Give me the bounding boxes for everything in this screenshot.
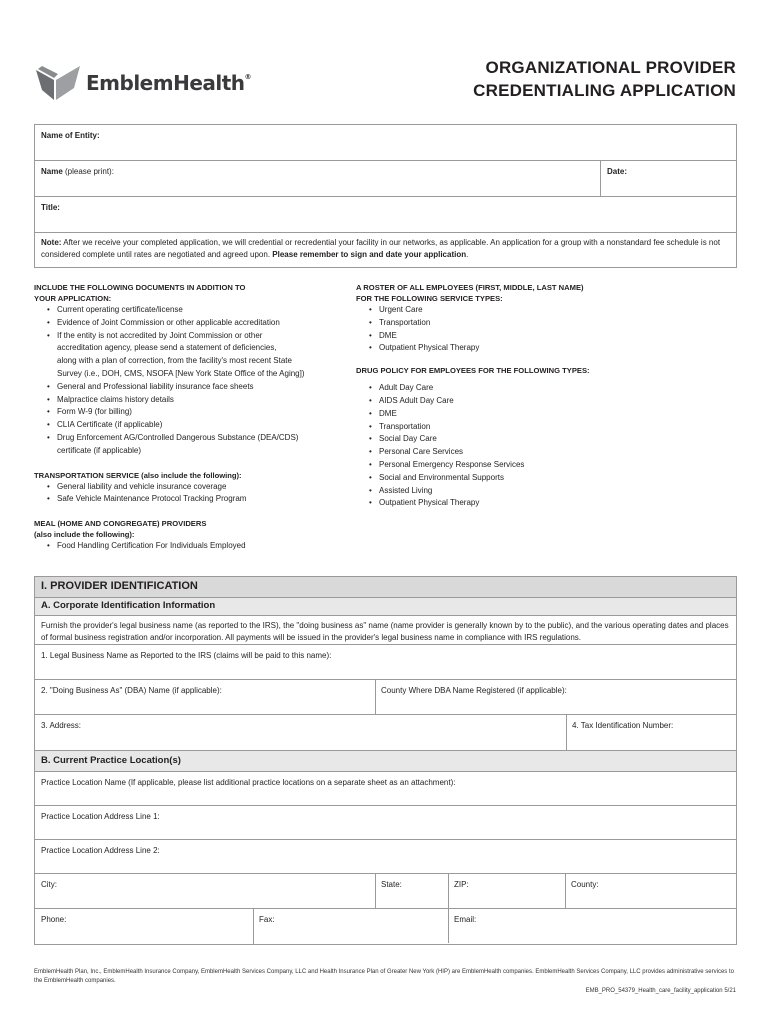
drug-policy-heading: DRUG POLICY FOR EMPLOYEES FOR THE FOLLOWING TYPES:	[356, 366, 590, 376]
list-item: certificate (if applicable)	[57, 445, 142, 455]
roster-list	[356, 304, 736, 355]
email-field[interactable]: Email:	[448, 908, 736, 944]
corporate-identification-heading: A. Corporate Identification Information	[35, 597, 736, 615]
drug-policy-list	[356, 382, 736, 510]
list-item: • Transportation	[356, 317, 736, 330]
logo-text: EmblemHealth®	[86, 71, 252, 95]
documents-heading: INCLUDE THE FOLLOWING DOCUMENTS IN ADDITION TO YOUR APPLICATION:	[34, 283, 246, 303]
list-item: • DME	[356, 330, 736, 343]
county-field[interactable]: County:	[565, 873, 736, 908]
provider-identification-section	[34, 576, 737, 945]
list-item: • General liability and vehicle insurance coverage	[34, 481, 354, 494]
emblemhealth-logo	[36, 66, 251, 100]
transport-list	[34, 481, 354, 507]
date-field[interactable]: Date:	[600, 160, 737, 197]
list-item: • AIDS Adult Day Care	[356, 395, 736, 408]
form-code: EMB_PRO_54379_Health_care_facility_application 5/21	[585, 988, 736, 994]
list-item: • Safe Vehicle Maintenance Protocol Tracking Program	[34, 493, 354, 506]
list-item: Survey (i.e., DOH, CMS, NSOFA [New York State Office of the Aging])	[57, 368, 305, 378]
practice-address-line1-field[interactable]: Practice Location Address Line 1:	[35, 805, 736, 839]
dba-name-field[interactable]: 2. "Doing Business As" (DBA) Name (if applicable):	[35, 679, 375, 714]
tax-id-field[interactable]: 4. Tax Identification Number:	[566, 714, 736, 750]
list-item: • Social and Environmental Supports	[356, 472, 736, 485]
state-field[interactable]: State:	[375, 873, 448, 908]
list-item: • Outpatient Physical Therapy	[356, 342, 736, 355]
section-heading: I. PROVIDER IDENTIFICATION	[35, 577, 736, 597]
list-item: • Malpractice claims history details	[34, 394, 354, 407]
roster-heading: A ROSTER OF ALL EMPLOYEES (FIRST, MIDDLE, LAST NAME) FOR THE FOLLOWING SERVICE TYPES:	[356, 283, 584, 303]
title-field[interactable]: Title:	[34, 196, 737, 233]
meal-heading: MEAL (HOME AND CONGREGATE) PROVIDERS (also include the following):	[34, 519, 207, 540]
emblem-shield-icon	[36, 66, 80, 100]
practice-locations-heading: B. Current Practice Location(s)	[35, 750, 736, 771]
phone-field[interactable]: Phone:	[35, 908, 253, 944]
list-item: • Urgent Care	[356, 304, 736, 317]
list-item: • Assisted Living	[356, 485, 736, 498]
document-title: ORGANIZATIONAL PROVIDER CREDENTIALING APPLICATION	[473, 58, 736, 100]
legal-business-name-field[interactable]: 1. Legal Business Name as Reported to the IRS (claims will be paid to this name):	[35, 644, 736, 679]
list-item: • General and Professional liability insurance face sheets	[34, 381, 354, 394]
corporate-instructions: Furnish the provider's legal business name (as reported to the IRS), the "doing business as" name (name provider is generally known by to the public), and the various operating dates and places of formal business registration and/or incorporation. All payments will be issued in the provider's legal business name in compliance with IRS regulations.	[35, 615, 736, 643]
zip-field[interactable]: ZIP:	[448, 873, 565, 908]
address-field[interactable]: 3. Address:	[35, 714, 566, 750]
list-item: • Drug Enforcement AG/Controlled Dangerous Substance (DEA/CDS)	[34, 432, 354, 445]
list-item: • Current operating certificate/license	[34, 304, 354, 317]
list-item: accreditation agency, please send a statement of deficiencies,	[57, 343, 277, 353]
list-item: • Form W-9 (for billing)	[34, 406, 354, 419]
list-item: • DME	[356, 408, 736, 421]
list-item: • Outpatient Physical Therapy	[356, 497, 736, 510]
footer-disclaimer: EmblemHealth Plan, Inc., EmblemHealth Insurance Company, EmblemHealth Services Company, LLC and Health Insurance Plan of Greater New York (HIP) are EmblemHealth companies. EmblemHealth Services Company, LLC provides administrative services to the EmblemHealth companies.	[34, 969, 734, 984]
employee-requirements-column	[356, 282, 736, 510]
practice-address-line2-field[interactable]: Practice Location Address Line 2:	[35, 839, 736, 873]
city-field[interactable]: City:	[35, 873, 375, 908]
entity-name-field[interactable]: Name of Entity:	[34, 124, 737, 161]
note-box: Note: After we receive your completed application, we will credential or recredential your facility in our networks, as applicable. An application for a group with a nonstandard fee schedule is not considered complete until rates are negotiated and agreed upon. Please remember to sign and date your application.	[34, 232, 737, 268]
list-item: • CLIA Certificate (if applicable)	[34, 419, 354, 432]
documents-list	[34, 304, 354, 458]
list-item: • Transportation	[356, 421, 736, 434]
meal-list	[34, 540, 354, 553]
practice-location-name-field[interactable]: Practice Location Name (If applicable, please list additional practice locations on a separate sheet as an attachment):	[35, 771, 736, 805]
list-item: • Social Day Care	[356, 433, 736, 446]
list-item: along with a plan of correction, from the facility's most recent State	[57, 356, 292, 366]
fax-field[interactable]: Fax:	[253, 908, 448, 944]
list-item: • Adult Day Care	[356, 382, 736, 395]
list-item: • If the entity is not accredited by Joint Commission or other	[34, 330, 354, 343]
print-name-field[interactable]: Name (please print):	[34, 160, 601, 197]
transport-heading: TRANSPORTATION SERVICE (also include the following):	[34, 470, 242, 480]
list-item: • Personal Care Services	[356, 446, 736, 459]
required-documents-column	[34, 282, 354, 553]
dba-county-field[interactable]: County Where DBA Name Registered (if applicable):	[375, 679, 736, 714]
list-item: • Evidence of Joint Commission or other applicable accreditation	[34, 317, 354, 330]
list-item: • Personal Emergency Response Services	[356, 459, 736, 472]
list-item: • Food Handling Certification For Individuals Employed	[34, 540, 354, 553]
